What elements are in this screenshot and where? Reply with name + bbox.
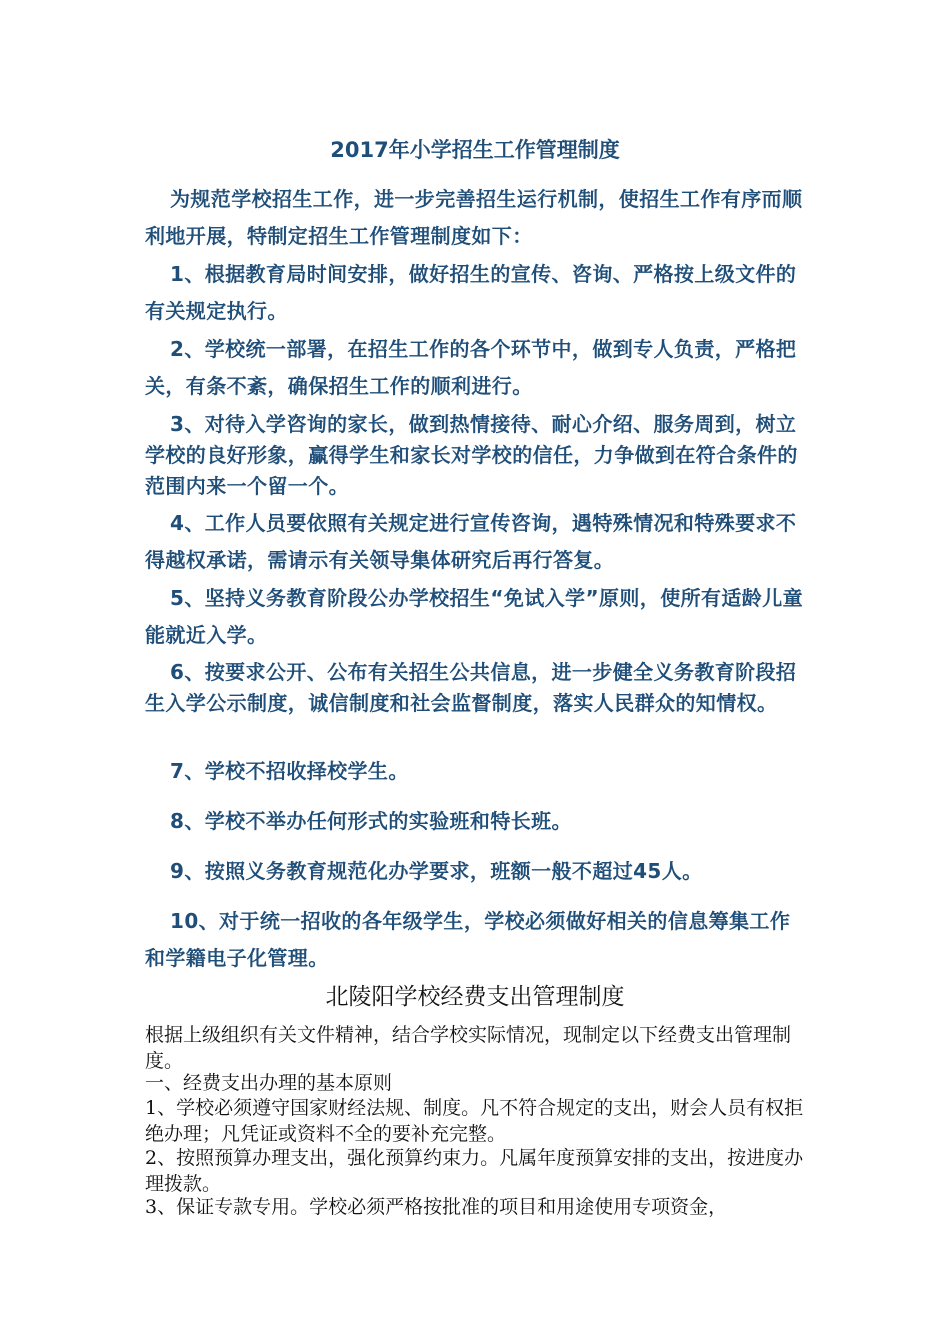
enrollment-intro-paragraph: 为规范学校招生工作，进一步完善招生运行机制，使招生工作有序而顺利地开展，特制定招生工作管理制度如下： — [145, 187, 803, 248]
enrollment-item-3: 3、对待入学咨询的家长，做到热情接待、耐心介绍、服务周到，树立学校的良好形象，赢得学生和家长对学校的信任，力争做到在符合条件的范围内来一个留一个。 — [145, 412, 798, 498]
enrollment-item-1: 1、根据教育局时间安排，做好招生的宣传、咨询、严格按上级文件的有关规定执行。 — [145, 262, 797, 323]
expense-intro-paragraph: 根据上级组织有关文件精神，结合学校实际情况，现制定以下经费支出管理制度。 — [145, 1024, 792, 1072]
enrollment-item-4: 4、工作人员要依照有关规定进行宣传咨询，遇特殊情况和特殊要求不得越权承诺，需请示有关领导集体研究后再行答复。 — [145, 511, 797, 572]
enrollment-item-5: 5、坚持义务教育阶段公办学校招生“免试入学”原则，使所有适龄儿童能就近入学。 — [145, 586, 804, 647]
expense-principles-heading: 一、经费支出办理的基本原则 — [145, 1072, 393, 1094]
expense-item-1: 1、学校必须遵守国家财经法规、制度。凡不符合规定的支出，财会人员有权拒绝办理；凡凭证或资料不全的要补充完整。 — [145, 1097, 804, 1145]
enrollment-item-9: 9、按照义务教育规范化办学要求，班额一般不超过45人。 — [170, 859, 703, 883]
enrollment-item-7: 7、学校不招收择校学生。 — [170, 759, 409, 783]
expense-item-2: 2、按照预算办理支出，强化预算约束力。凡属年度预算安排的支出，按进度办理拨款。 — [145, 1147, 804, 1195]
expense-item-3: 3、保证专款专用。学校必须严格按批准的项目和用途使用专项资金， — [145, 1196, 728, 1218]
enrollment-item-8: 8、学校不举办任何形式的实验班和特长班。 — [170, 809, 572, 833]
expense-policy-title: 北陵阳学校经费支出管理制度 — [325, 984, 625, 1010]
enrollment-item-2: 2、学校统一部署，在招生工作的各个环节中，做到专人负责，严格把关，有条不紊，确保招生工作的顺利进行。 — [145, 337, 797, 398]
enrollment-policy-title: 2017年小学招生工作管理制度 — [330, 138, 620, 162]
enrollment-item-6: 6、按要求公开、公布有关招生公共信息，进一步健全义务教育阶段招生入学公示制度，诚信制度和社会监督制度，落实人民群众的知情权。 — [145, 660, 797, 715]
enrollment-item-10: 10、对于统一招收的各年级学生，学校必须做好相关的信息筹集工作和学籍电子化管理。 — [145, 909, 791, 970]
